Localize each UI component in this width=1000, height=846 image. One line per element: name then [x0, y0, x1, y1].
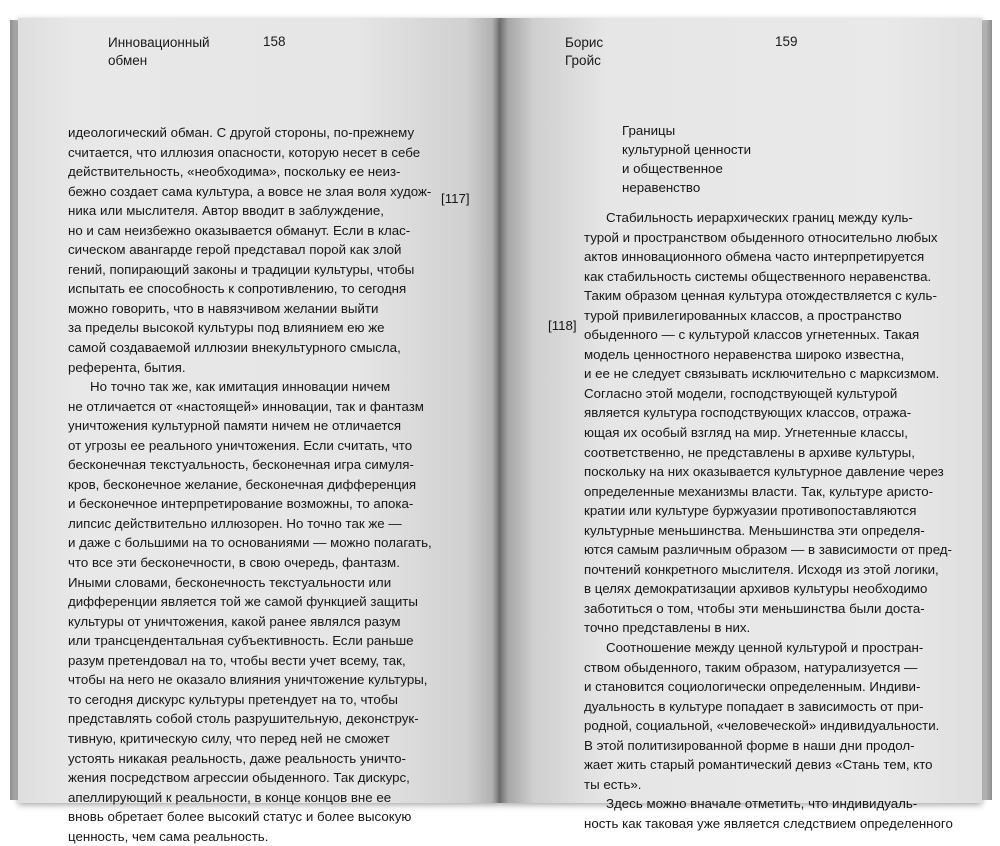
text-line: идеологический обман. С другой стороны, по-прежнему [68, 125, 415, 140]
text-line: турой и пространством обыденного относительно любых [584, 229, 938, 245]
text-line: апеллирующий к реальности, в конце концов вне ее [68, 789, 392, 805]
text-line: что все эти бесконечности, в свою очередь, фантазм. [68, 555, 400, 571]
text-line: родной, социальной, «человеческой» индивидуальности. [584, 718, 940, 734]
text-line: культурные меньшинства. Меньшинства эти определя- [584, 522, 925, 538]
text-line: то сегодня дискурс культуры претендует на то, чтобы [68, 691, 398, 707]
page-number-left: 158 [263, 34, 286, 49]
running-head-line: Гройс [565, 53, 601, 68]
text-line: жает жить старый романтический девиз «Стань тем, кто [584, 757, 933, 773]
left-body-text [68, 123, 432, 846]
right-body-text [584, 208, 953, 834]
text-line: липсис действительно иллюзорен. Но точно так же — [68, 515, 402, 531]
text-line: ценность, чем сама реальность. [68, 828, 269, 844]
text-line: бежно создает сама культура, а вовсе не злая воля худож- [68, 183, 432, 199]
text-line: ющая их особый взгляд на мир. Угнетенные классы, [584, 425, 908, 441]
text-line: представлять собой столь разрушительную, деконструк- [68, 711, 419, 727]
text-line: Таким образом ценная культура отождествляется с куль- [584, 288, 937, 304]
text-line: ством обыденного, таким образом, натурализуется — [584, 659, 918, 675]
text-line: ника или мыслителя. Автор вводит в заблуждение, [68, 203, 384, 219]
text-line: чтобы на него не оказало влияния уничтожение культуры, [68, 672, 428, 688]
text-line: Но точно так же, как имитация инновации ничем [90, 379, 391, 395]
text-line: действительность, «необходима», поскольку ее неиз- [68, 164, 401, 180]
text-line: Здесь можно вначале отметить, что индивидуаль- [606, 796, 918, 812]
margin-marker-left: [117] [441, 191, 470, 206]
text-line: Иными словами, бесконечность текстуальности или [68, 574, 392, 590]
text-line: и бесконечное интерпретирование возможны, то апока- [68, 496, 414, 512]
running-head-line: Борис [565, 35, 604, 50]
text-line: актов инновационного обмена часто интерпретируется [584, 249, 925, 265]
text-line: Согласно этой модели, господствующей культурой [584, 385, 898, 401]
text-line: турой привилегированных классов, а пространство [584, 307, 902, 323]
text-line: кров, бесконечное желание, бесконечная дифференция [68, 476, 417, 492]
section-heading-line: неравенство [622, 180, 701, 195]
text-line: сическом авангарде герой представал порой как злой [68, 242, 402, 258]
text-line: разум претендовал на то, чтобы вести учет всему, так, [68, 652, 406, 668]
page-edges-right [982, 20, 992, 800]
text-line: самой создаваемой иллюзии внекультурного смысла, [68, 340, 401, 356]
text-line: гений, попирающий законы и традиции культуры, чтобы [68, 261, 415, 277]
section-heading [622, 121, 751, 197]
text-line: определенные механизмы власти. Так, культуре аристо- [584, 483, 934, 499]
margin-marker-right: [118] [548, 318, 577, 333]
right-page [500, 18, 982, 831]
text-line: жения посредством агрессии обыденного. Так дискурс, [68, 770, 410, 786]
text-line: заботиться о том, чтобы эти меньшинства были доста- [584, 600, 925, 616]
text-line: модель ценностного неравенства широко известна, [584, 346, 905, 362]
text-line: можно говорить, что в навязчивом желании выйти [68, 300, 379, 316]
running-head-left [108, 34, 210, 70]
text-line: ность как таковая уже является следствием определенного [584, 815, 953, 831]
section-heading-line: культурной ценности [622, 142, 752, 157]
text-line: Стабильность иерархических границ между куль- [606, 210, 913, 225]
text-line: соответственно, не представлены в архиве культуры, [584, 444, 915, 460]
text-line: дуальность в культуре попадает в зависимость от при- [584, 698, 924, 714]
text-line: бесконечная текстуальность, бесконечная игра симуля- [68, 457, 414, 473]
text-line: испытать ее способность к сопротивлению, то сегодня [68, 281, 407, 297]
text-line: за пределы высокой культуры под влиянием ею же [68, 320, 385, 336]
text-line: культуры от уничтожения, какой ранее являлся разум [68, 613, 401, 629]
text-line: Соотношение между ценной культурой и простран- [606, 640, 924, 656]
text-line: тивную, критическую силу, что перед ней не сможет [68, 730, 390, 746]
text-line: или трансцендентальная субъективность. Если раньше [68, 633, 414, 649]
section-heading-line: Границы [622, 123, 676, 138]
running-head-line: Инновационный [108, 35, 210, 50]
text-line: ются самым различным образом — в зависимости от пред- [584, 542, 952, 558]
text-line: уничтожения культурной памяти ничем не отличается [68, 418, 402, 434]
text-line: ты есть». [584, 776, 642, 792]
text-line: считается, что иллюзия опасности, которую несет в себе [68, 144, 421, 160]
text-line: дифференции является той же самой функцией защиты [68, 594, 418, 610]
page-number-right: 159 [775, 34, 798, 49]
running-head-line: обмен [108, 53, 148, 68]
text-line: кратии или культуре буржуазии противопоставляются [584, 503, 917, 519]
text-line: устоять никакая реальность, даже реальность уничто- [68, 750, 406, 766]
book-spine [492, 18, 508, 803]
text-line: обыденного — с культурой классов угнетенных. Такая [584, 327, 920, 343]
text-line: но и сам неизбежно оказывается обманут. Если в клас- [68, 222, 411, 238]
text-line: от угрозы ее реального уничтожения. Если считать, что [68, 437, 413, 453]
text-line: и ее не следует связывать исключительно с марксизмом. [584, 366, 940, 382]
section-heading-line: и общественное [622, 161, 723, 176]
text-line: и даже с большими на то основаниями — можно полагать, [68, 535, 432, 551]
text-line: и становится социологически определенным. Индиви- [584, 679, 921, 695]
text-line: референта, бытия. [68, 359, 186, 375]
text-line: В этой политизированной форме в наши дни продол- [584, 737, 915, 753]
left-page [18, 18, 500, 844]
text-line: в целях демократизации архивов культуры необходимо [584, 581, 928, 597]
text-line: как стабильность системы общественного неравенства. [584, 268, 932, 284]
text-line: не отличается от «настоящей» инновации, так и фантазм [68, 398, 424, 414]
running-head-right [565, 34, 603, 70]
text-line: поскольку на них оказывается культурное давление через [584, 464, 944, 480]
text-line: почтений конкретного мыслителя. Исходя из этой логики, [584, 561, 939, 577]
text-line: точно представлены в них. [584, 620, 751, 636]
text-line: вновь обретает более высокий статус и более высокую [68, 809, 412, 825]
text-line: является культура господствующих классов, отража- [584, 405, 912, 421]
